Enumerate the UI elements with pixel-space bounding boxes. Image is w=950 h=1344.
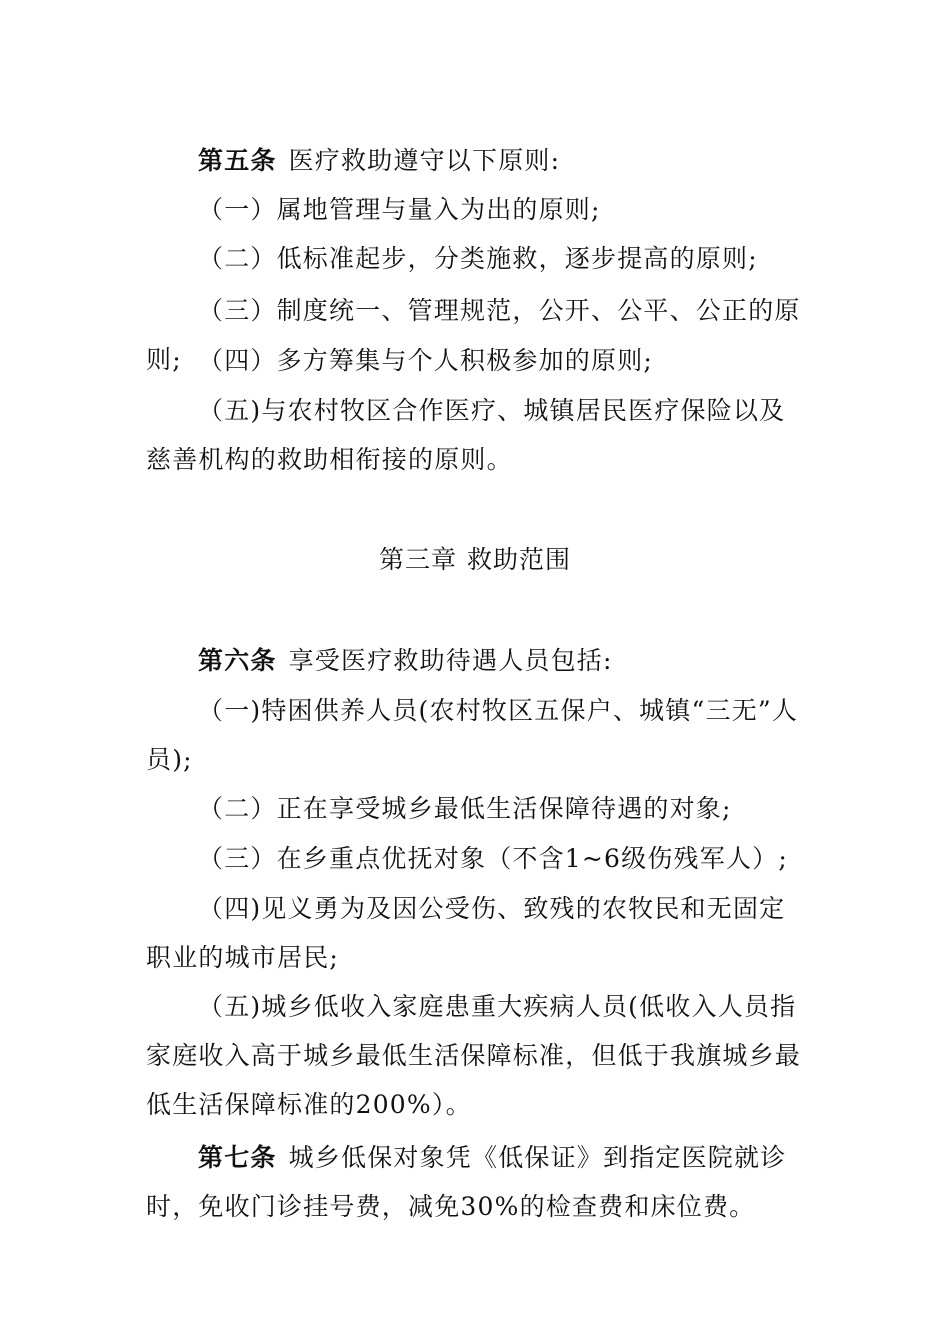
article-5-item-2: （二）低标准起步，分类施救，逐步提高的原则; xyxy=(198,244,758,273)
article-7-label: 第七条 xyxy=(198,1143,277,1172)
article-6-item-3: （三）在乡重点优抚对象（不含1~6级伤残军人）; xyxy=(198,844,788,873)
article-6-item-2: （二）正在享受城乡最低生活保障待遇的对象; xyxy=(198,794,732,823)
article-5-text: 医疗救助遵守以下原则: xyxy=(288,146,561,175)
article-6-item-1: （一)特困供养人员(农村牧区五保户、城镇“三无”人员); xyxy=(146,696,799,774)
chapter-title: 救助范围 xyxy=(467,545,572,574)
article-5-item-5: （五)与农村牧区合作医疗、城镇居民医疗保险以及慈善机构的救助相衔接的原则。 xyxy=(146,396,786,474)
article-5-heading xyxy=(146,136,810,185)
article-5-item-4: （四）多方筹集与个人积极参加的原则; xyxy=(198,346,654,375)
article-5-item-1: （一）属地管理与量入为出的原则; xyxy=(198,195,601,224)
article-5-label: 第五条 xyxy=(198,146,277,175)
article-6-item-5: （五)城乡低收入家庭患重大疾病人员(低收入人员指家庭收入高于城乡最低生活保障标准，但低于我旗城乡最低生活保障标准的200%）。 xyxy=(146,992,802,1119)
article-7-text: 城乡低保对象凭《低保证》到指定医院就诊时，免收门诊挂号费，减免30%的检查费和床位费。 xyxy=(146,1143,787,1221)
article-6-text: 享受医疗救助待遇人员包括: xyxy=(288,646,613,675)
article-6-item-4: （四)见义勇为及因公受伤、致残的农牧民和无固定职业的城市居民; xyxy=(146,894,786,972)
chapter-number: 第三章 xyxy=(378,545,457,574)
article-6-heading xyxy=(146,636,810,685)
article-7-paragraph xyxy=(146,1133,810,1231)
article-6-label: 第六条 xyxy=(198,646,277,675)
article-5-item-3: （三）制度统一、管理规范，公开、公平、公正的原则; xyxy=(146,296,801,374)
chapter-heading xyxy=(0,540,950,580)
